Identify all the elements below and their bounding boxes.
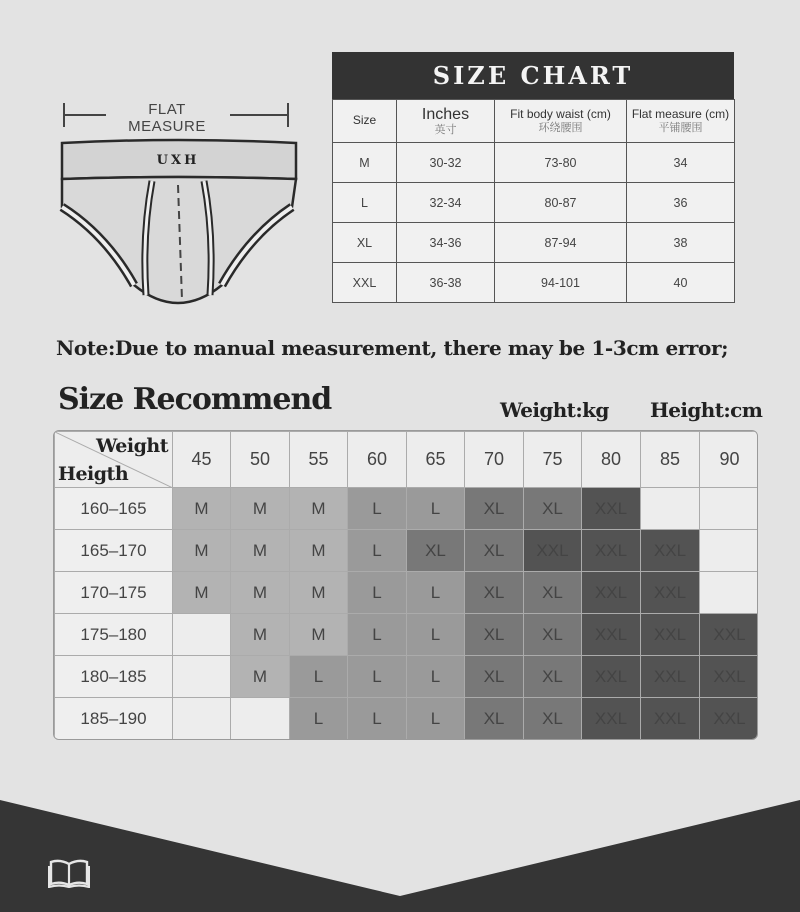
weight-header-cell: 90 [700,432,759,488]
recommend-title: Size Recommend [58,382,332,417]
weight-unit-label: Weight:kg [500,398,609,422]
weight-header-cell: 60 [348,432,407,488]
weight-header-cell: 75 [524,432,582,488]
recommend-size-cell: L [407,698,465,740]
recommend-size-cell [173,698,231,740]
recommend-size-cell: XL [524,572,582,614]
recommend-size-cell: XXL [700,614,759,656]
recommend-size-cell: L [348,530,407,572]
recommend-size-cell: XL [524,656,582,698]
size-chart-cell-size: L [333,183,397,223]
size-chart [332,52,734,302]
weight-header-cell: 80 [582,432,641,488]
corner-cell [55,432,173,488]
size-chart-row [333,223,735,263]
size-chart-cell-flat: 34 [627,143,735,183]
recommend-size-cell: XXL [700,656,759,698]
measurement-note: Note:Due to manual measurement, there may be 1-3cm error; [56,336,729,360]
height-range-cell: 175–180 [55,614,173,656]
recommend-size-cell [173,614,231,656]
recommend-size-cell: L [348,572,407,614]
recommend-size-cell: XXL [524,530,582,572]
recommend-size-cell: XL [465,614,524,656]
recommend-size-cell: XXL [641,656,700,698]
size-chart-cell-size: M [333,143,397,183]
recommend-size-cell: XL [524,698,582,740]
size-chart-header-row [333,100,735,143]
size-chart-cell-flat: 38 [627,223,735,263]
size-chart-cell-waist: 87-94 [495,223,627,263]
header-size: Size [333,100,397,143]
recommend-size-cell: M [290,614,348,656]
recommend-size-cell: L [290,656,348,698]
recommend-size-cell: M [290,488,348,530]
weight-header-cell: 85 [641,432,700,488]
height-range-cell: 185–190 [55,698,173,740]
size-chart-cell-inches: 36-38 [397,263,495,303]
recommend-size-cell: XXL [582,572,641,614]
recommend-size-cell: XXL [582,698,641,740]
recommend-size-cell: XXL [582,488,641,530]
recommend-size-cell: M [231,572,290,614]
height-range-cell: 160–165 [55,488,173,530]
height-range-cell: 170–175 [55,572,173,614]
height-range-cell: 180–185 [55,656,173,698]
recommend-size-cell: XL [524,488,582,530]
recommend-size-cell [231,698,290,740]
size-chart-cell-inches: 30-32 [397,143,495,183]
recommend-size-cell: M [231,614,290,656]
recommend-size-cell: M [173,530,231,572]
corner-weight-label: Weight [96,435,168,457]
recommend-size-cell [700,488,759,530]
size-chart-cell-inches: 32-34 [397,183,495,223]
recommend-size-cell: XL [465,530,524,572]
size-chart-cell-waist: 94-101 [495,263,627,303]
recommend-size-cell: XXL [582,656,641,698]
recommend-size-cell: XXL [582,614,641,656]
briefs-diagram [50,95,305,315]
recommend-size-cell [641,488,700,530]
recommend-size-cell: XL [524,614,582,656]
recommend-size-cell: L [290,698,348,740]
recommend-size-cell: XL [465,698,524,740]
height-unit-label: Height:cm [650,398,763,422]
recommend-size-cell: L [407,656,465,698]
size-chart-cell-inches: 34-36 [397,223,495,263]
recommend-row [55,488,759,530]
size-chart-cell-size: XXL [333,263,397,303]
weight-header-cell: 50 [231,432,290,488]
weight-header-cell: 70 [465,432,524,488]
recommend-size-cell: XL [465,572,524,614]
flat-measure-label: FLAT MEASURE [128,101,206,135]
recommend-size-cell: M [231,488,290,530]
recommend-size-cell: L [348,488,407,530]
recommend-size-cell: M [290,572,348,614]
recommend-row [55,656,759,698]
recommend-size-cell: L [348,656,407,698]
recommend-size-cell: L [407,572,465,614]
size-chart-cell-waist: 73-80 [495,143,627,183]
recommend-row [55,572,759,614]
size-chart-cell-waist: 80-87 [495,183,627,223]
weight-header-cell: 65 [407,432,465,488]
recommend-size-cell: XL [407,530,465,572]
recommend-row [55,614,759,656]
recommend-size-cell: L [407,614,465,656]
size-chart-row [333,183,735,223]
size-chart-cell-flat: 40 [627,263,735,303]
recommend-size-cell: XL [465,656,524,698]
recommend-size-cell: M [173,488,231,530]
recommend-row [55,530,759,572]
size-chart-row [333,143,735,183]
recommend-size-cell: L [407,488,465,530]
recommend-size-cell: XXL [641,698,700,740]
header-flat: Flat measure (cm) 平铺腰围 [627,100,735,143]
corner-height-label: Heigth [58,463,129,485]
size-chart-row [333,263,735,303]
size-chart-cell-flat: 36 [627,183,735,223]
recommend-row [55,698,759,740]
recommend-table [54,431,758,740]
header-waist: Fit body waist (cm) 环绕腰围 [495,100,627,143]
recommend-size-cell: XL [465,488,524,530]
recommend-size-cell: XXL [641,530,700,572]
height-range-cell: 165–170 [55,530,173,572]
recommend-size-cell: XXL [582,530,641,572]
recommend-size-cell: M [290,530,348,572]
recommend-size-cell: XXL [641,614,700,656]
recommend-size-cell: L [348,614,407,656]
recommend-size-cell: M [231,530,290,572]
recommend-size-cell [700,572,759,614]
recommend-size-cell: M [173,572,231,614]
size-chart-title: SIZE CHART [332,52,734,99]
recommend-size-cell [700,530,759,572]
size-chart-table [332,99,735,303]
brand-label: UXH [156,153,200,168]
recommend-size-cell: XXL [700,698,759,740]
weight-header-cell: 45 [173,432,231,488]
footer-banner [0,800,800,912]
weight-header-cell: 55 [290,432,348,488]
recommend-table-wrap [53,430,758,740]
header-inches: Inches 英寸 [397,100,495,143]
recommend-size-cell: M [231,656,290,698]
recommend-header-row [55,432,759,488]
size-chart-cell-size: XL [333,223,397,263]
recommend-size-cell: L [348,698,407,740]
recommend-size-cell [173,656,231,698]
recommend-size-cell: XXL [641,572,700,614]
book-icon [48,858,90,888]
